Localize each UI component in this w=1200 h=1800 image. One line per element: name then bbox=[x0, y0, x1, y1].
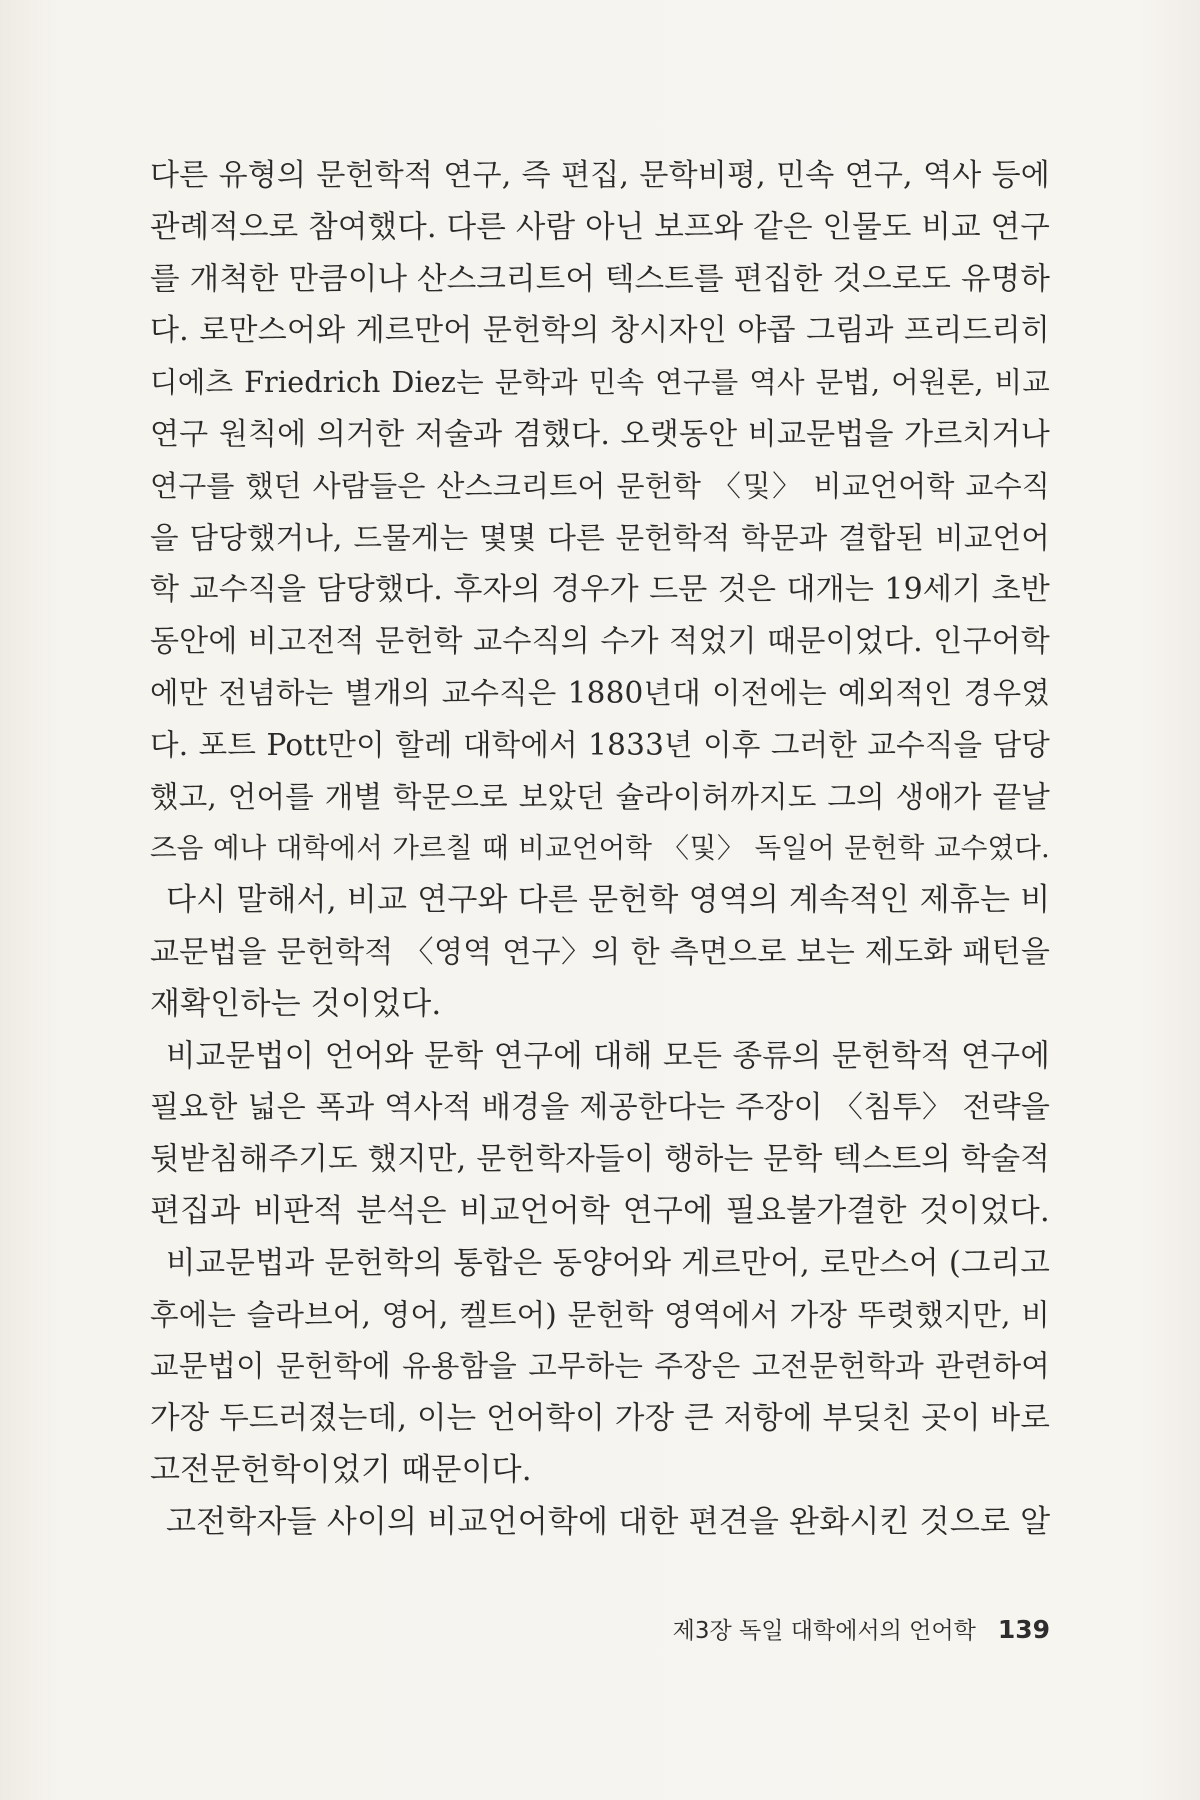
paragraph bbox=[150, 875, 1050, 1030]
text-line: 고전학자들 사이의 비교언어학에 대한 편견을 완화시킨 것으로 알 bbox=[166, 1503, 1051, 1540]
text-line: 후에는 슬라브어, 영어, 켈트어) 문헌학 영역에서 가장 뚜렷했지만, 비 bbox=[150, 1297, 1050, 1332]
text-line: 연구를 했던 사람들은 산스크리트어 문헌학 〈및〉 비교언어학 교수직 bbox=[150, 468, 1050, 503]
text-line: 교문법이 문헌학에 유용함을 고무하는 주장은 고전문헌학과 관련하여 bbox=[150, 1349, 1050, 1384]
paragraph bbox=[150, 1031, 1050, 1238]
text-line: 가장 두드러졌는데, 이는 언어학이 가장 큰 저항에 부딪친 곳이 바로 bbox=[150, 1401, 1050, 1437]
text-line: 필요한 넓은 폭과 역사적 배경을 제공한다는 주장이 〈침투〉 전략을 bbox=[150, 1090, 1050, 1126]
text-line: 을 담당했거나, 드물게는 몇몇 다른 문헌학적 학문과 결합된 비교언어 bbox=[150, 520, 1050, 555]
running-footer-title: 제3장 독일 대학에서의 언어학 bbox=[672, 1618, 976, 1644]
text-line: 했고, 언어를 개별 학문으로 보았던 슐라이허까지도 그의 생애가 끝날 bbox=[150, 779, 1050, 814]
text-line: 즈음 예나 대학에서 가르칠 때 비교언어학 〈및〉 독일어 문헌학 교수였다. bbox=[150, 832, 1050, 865]
text-line: 비교문법이 언어와 문학 연구에 대해 모든 종류의 문헌학적 연구에 bbox=[166, 1038, 1050, 1074]
text-line: 연구 원칙에 의거한 저술과 겸했다. 오랫동안 비교문법을 가르치거나 bbox=[150, 416, 1050, 452]
text-line: 다시 말해서, 비교 연구와 다른 문헌학 영역의 계속적인 제휴는 비 bbox=[166, 882, 1051, 919]
text-line: 재확인하는 것이었다. bbox=[150, 985, 442, 1022]
text-line: 에만 전념하는 별개의 교수직은 1880년대 이전에는 예외적인 경우였 bbox=[150, 675, 1050, 710]
text-line: 비교문법과 문헌학의 통합은 동양어와 게르만어, 로만스어 (그리고 bbox=[166, 1245, 1050, 1281]
text-line: 를 개척한 만큼이나 산스크리트어 텍스트를 편집한 것으로도 유명하 bbox=[150, 261, 1050, 297]
paragraph bbox=[150, 1238, 1050, 1497]
text-line: 디에츠 Friedrich Diez는 문학과 민속 연구를 역사 문법, 어원론, 비교 bbox=[150, 366, 1050, 400]
text-line: 학 교수직을 담당했다. 후자의 경우가 드문 것은 대개는 19세기 초반 bbox=[150, 572, 1050, 608]
text-line: 동안에 비고전적 문헌학 교수직의 수가 적었기 때문이었다. 인구어학 bbox=[150, 624, 1050, 660]
text-line: 편집과 비판적 분석은 비교언어학 연구에 필요불가결한 것이었다. bbox=[150, 1192, 1050, 1229]
text-line: 교문법을 문헌학적 〈영역 연구〉의 한 측면으로 보는 제도화 패턴을 bbox=[150, 934, 1050, 970]
text-line: 다. 포트 Pott만이 할레 대학에서 1833년 이후 그러한 교수직을 담당 bbox=[150, 727, 1050, 762]
text-line: 관례적으로 참여했다. 다른 사람 아닌 보프와 같은 인물도 비교 연구 bbox=[150, 209, 1050, 245]
body-text bbox=[150, 150, 1050, 1549]
page-number: 139 bbox=[997, 1615, 1050, 1644]
paragraph bbox=[150, 150, 1050, 875]
text-line: 다. 로만스어와 게르만어 문헌학의 창시자인 야콥 그림과 프리드리히 bbox=[150, 313, 1050, 349]
text-line: 뒷받침해주기도 했지만, 문헌학자들이 행하는 문학 텍스트의 학술적 bbox=[150, 1142, 1050, 1178]
text-line: 고전문헌학이었기 때문이다. bbox=[150, 1451, 532, 1488]
page-footer bbox=[673, 1612, 1050, 1645]
paragraph bbox=[150, 1497, 1050, 1549]
text-line: 다른 유형의 문헌학적 연구, 즉 편집, 문학비평, 민속 연구, 역사 등에 bbox=[150, 158, 1050, 193]
